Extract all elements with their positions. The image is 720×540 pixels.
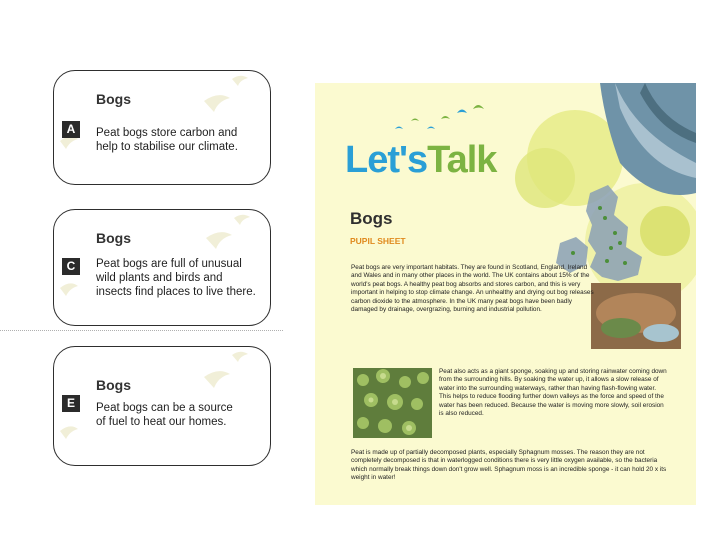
- pupil-sheet: [315, 83, 696, 505]
- card-e: [53, 346, 271, 466]
- card-title: Bogs: [96, 91, 131, 107]
- card-text: [96, 401, 266, 429]
- paragraph-habitats: Peat bogs are very important habitats. They are found in Scotland, England, Ireland and Wales and in many other places in the world. The UK contains about 15% of the world's peat bogs. A healthy peat bog absorbs and stores carbon, and this is very important in helping to stop climate change. An unhealthy and drying out bog releases carbon dioxide to the atmosphere. In the UK many peat bogs have been badly damaged by drainage, overgrazing, burning and industrial pollution.: [351, 264, 594, 314]
- card-line: Peat bogs are full of unusual: [96, 258, 242, 270]
- card-title: Bogs: [96, 230, 131, 246]
- sphagnum-moss-photo: [353, 368, 432, 438]
- lets-talk-logo: [345, 139, 496, 182]
- card-line: Peat bogs can be a source: [96, 402, 233, 414]
- logo-birds-icon: [395, 105, 484, 129]
- card-line: insects find places to live there.: [96, 286, 256, 298]
- peat-rock-photo: [591, 283, 681, 349]
- brand-part-1: Let's: [345, 139, 428, 181]
- card-text: [96, 257, 266, 299]
- sheet-title: Bogs: [350, 209, 393, 228]
- card-line: of fuel to heat our homes.: [96, 416, 227, 428]
- card-line: Peat bogs store carbon and: [96, 127, 238, 139]
- card-letter-badge: C: [62, 258, 80, 275]
- card-letter-badge: A: [62, 121, 80, 138]
- card-line: help to stabilise our climate.: [96, 141, 238, 153]
- cut-line: [0, 330, 283, 331]
- card-a: [53, 70, 271, 185]
- brand-part-2: Talk: [427, 139, 497, 181]
- card-title: Bogs: [96, 377, 131, 393]
- paragraph-sponge: Peat also acts as a giant sponge, soaking up and storing rainwater coming down from the surrounding hills. By soaking the water up, it allows a slow release of water into the surrounding waterways, rather than having flash-flowing water. This helps to reduce flooding further down valleys as the force and speed of the water has been reduced. Because the water is moving more slowly, soil erosion is also reduced.: [439, 368, 667, 418]
- card-c: [53, 209, 271, 326]
- paragraph-decomposition: Peat is made up of partially decomposed plants, especially Sphagnum mosses. The reason they are not completely decomposed is that in waterlogged conditions there is very little oxygen available, so the bacteria which normally break things down don't grow well. Sphagnum moss is an incredible sponge - it can hold 20 x its weight in water!: [351, 449, 667, 482]
- card-letter-badge: E: [62, 395, 80, 412]
- card-text: [96, 126, 266, 154]
- sheet-subtitle: PUPIL SHEET: [350, 236, 406, 246]
- card-line: wild plants and birds and: [96, 272, 223, 284]
